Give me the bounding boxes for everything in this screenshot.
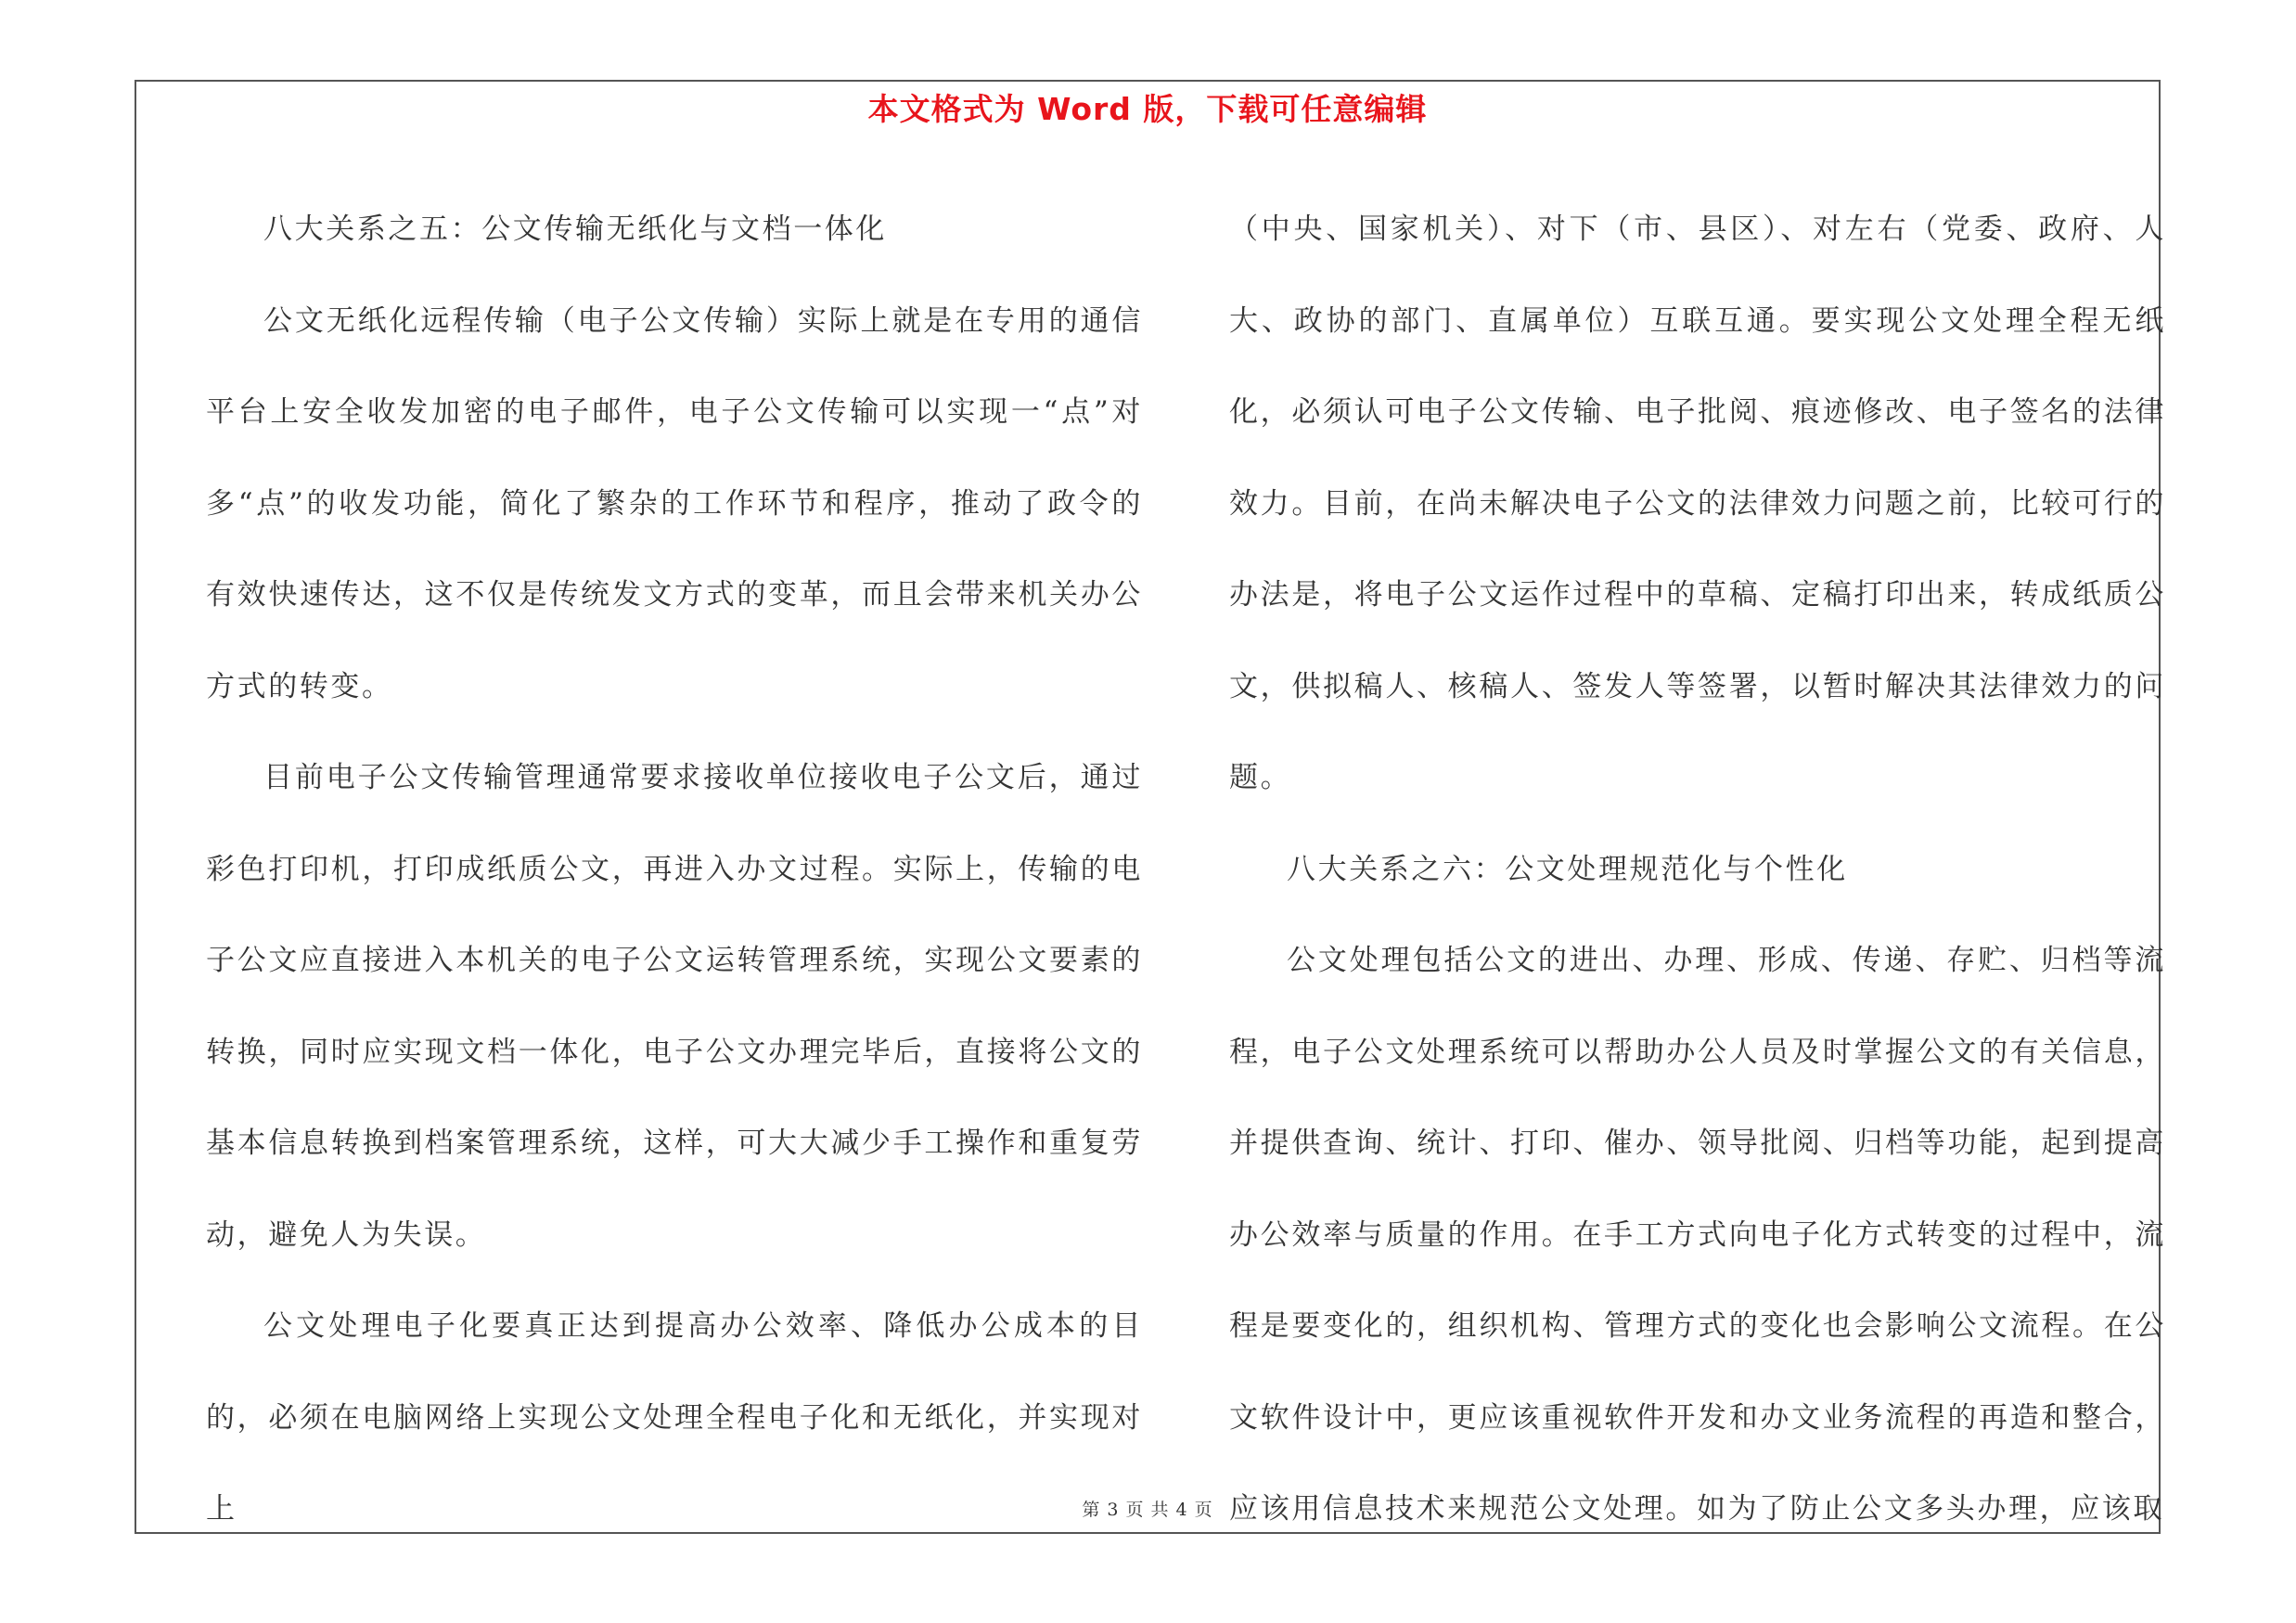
paragraph: 公文无纸化远程传输（电子公文传输）实际上就是在专用的通信平台上安全收发加密的电子邮件，电子公文传输可以实现一“点”对多“点”的收发功能，简化了繁杂的工作环节和程序，推动了政令的有效快速传达，这不仅是传统发文方式的变革，而且会带来机关办公方式的转变。: [206, 303, 1143, 703]
paragraph: 目前电子公文传输管理通常要求接收单位接收电子公文后，通过彩色打印机，打印成纸质公文，再进入办文过程。实际上，传输的电子公文应直接进入本机关的电子公文运转管理系统，实现公文要素的转换，同时应实现文档一体化，电子公文办理完毕后，直接将公文的基本信息转换到档案管理系统，这样，可大大减少手工操作和重复劳动，避免人为失误。: [206, 761, 1143, 1252]
paragraph: 公文处理包括公文的进出、办理、形成、传递、存贮、归档等流程，电子公文处理系统可以帮助办公人员及时掌握公文的有关信息，并提供查询、统计、打印、催办、领导批阅、归档等功能，起到提高办公效率与质量的作用。在手工方式向电子化方式转变的过程中，流程是要变化的，组织机构、管理方式的变化也会影响公文流程。在公文软件设计中，更应该重视软件开发和办文业务流程的再造和整合，应该用信息技术来规范公文处理。如为了防止公文多头办理，应该取: [1229, 944, 2166, 1526]
paragraph-continued: （中央、国家机关）、对下（市、县区）、对左右（党委、政府、人大、政协的部门、直属单位）互联互通。要实现公文处理全程无纸化，必须认可电子公文传输、电子批阅、痕迹修改、电子签名的法律效力。目前，在尚未解决电子公文的法律效力问题之前，比较可行的办法是，将电子公文运作过程中的草稿、定稿打印出来，转成纸质公文，供拟稿人、核稿人、签发人等签署，以暂时解决其法律效力的问题。: [1229, 213, 2166, 794]
left-column: [206, 184, 1143, 1555]
section-heading-five: 八大关系之五：公文传输无纸化与文档一体化: [263, 213, 887, 246]
paragraph: 公文处理电子化要真正达到提高办公效率、降低办公成本的目的，必须在电脑网络上实现公文处理全程电子化和无纸化，并实现对上: [206, 1309, 1143, 1526]
page-number-footer: 第 3 页 共 4 页: [1082, 1500, 1213, 1520]
format-notice-banner: 本文格式为 Word 版，下载可任意编辑: [867, 91, 1428, 127]
section-heading-six: 八大关系之六：公文处理规范化与个性化: [1287, 852, 1848, 886]
right-column: [1229, 184, 2166, 1555]
